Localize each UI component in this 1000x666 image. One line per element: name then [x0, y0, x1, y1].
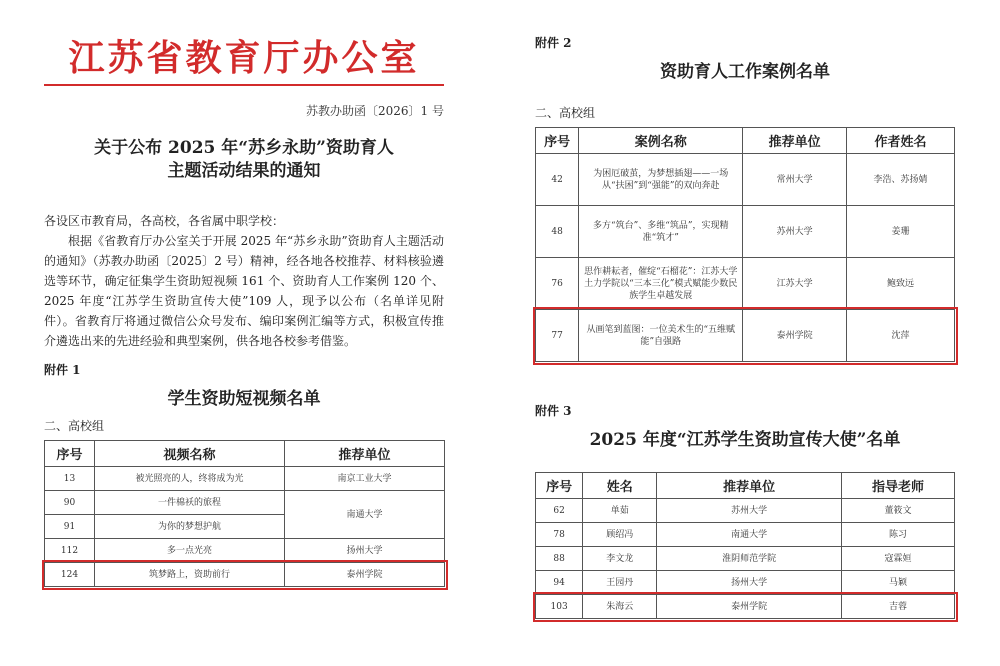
cell-no: 78: [536, 523, 583, 547]
cell-no: 88: [536, 547, 583, 571]
cell-unit: 泰州学院: [657, 595, 842, 619]
notice-title-line2: 主题活动结果的通知: [167, 161, 321, 181]
attachment1-title: 学生资助短视频名单: [167, 389, 321, 409]
cell-video-name: 被光照亮的人，终将成为光: [95, 467, 285, 491]
table-row: [45, 467, 445, 491]
cell-case-name: 为困厄破茧，为梦想插翅——一场从“扶困”到“强能”的双向奔赴: [579, 154, 743, 206]
salutation: 各设区市教育局，各高校，各省属中职学校：: [44, 214, 285, 228]
table-row-highlighted: [536, 595, 955, 619]
cell-unit: 南通大学: [657, 523, 842, 547]
cell-no: 124: [45, 563, 95, 587]
cell-unit: 常州大学: [743, 154, 847, 206]
table-row: [536, 154, 955, 206]
notice-page: [44, 20, 444, 587]
col-header-no: 序号: [45, 441, 95, 467]
cell-author: 姜珊: [846, 206, 954, 258]
cell-no: 62: [536, 499, 583, 523]
cell-unit: 江苏大学: [743, 258, 847, 310]
cell-teacher: 吉蓉: [842, 595, 955, 619]
cell-teacher: 马颖: [842, 571, 955, 595]
cell-unit: 南京工业大学: [285, 467, 445, 491]
cell-no: 90: [45, 491, 95, 515]
video-table: [44, 440, 445, 587]
table-header-row: [45, 441, 445, 467]
table-header-row: [536, 128, 955, 154]
attachment1-label: 附件 1: [44, 363, 81, 377]
cell-no: 103: [536, 595, 583, 619]
col-header-unit: 推荐单位: [743, 128, 847, 154]
cell-video-name: 筑梦路上，资助前行: [95, 563, 285, 587]
cell-no: 94: [536, 571, 583, 595]
notice-title: [44, 137, 444, 183]
table-row: [45, 539, 445, 563]
attachment3-label: 附件 3: [535, 404, 572, 418]
cell-video-name: 一件棉袄的旅程: [95, 491, 285, 515]
cell-teacher: 陈习: [842, 523, 955, 547]
cell-no: 91: [45, 515, 95, 539]
table-header-row: [536, 473, 955, 499]
cell-name: 顾绍冯: [583, 523, 657, 547]
cell-unit: 扬州大学: [657, 571, 842, 595]
col-header-unit: 推荐单位: [285, 441, 445, 467]
attachment1-group: 二、高校组: [44, 419, 105, 433]
cell-unit: 苏州大学: [743, 206, 847, 258]
cell-name: 朱海云: [583, 595, 657, 619]
masthead: 江苏省教育厅办公室: [68, 37, 420, 79]
attachments-page: [535, 20, 955, 619]
cell-case-name: 思作耕耘者，催绽“石榴花”：江苏大学土力学院以“三本三化”模式赋能少数民族学生卓越发展: [579, 258, 743, 310]
table-row-highlighted: [536, 310, 955, 362]
cell-no: 48: [536, 206, 579, 258]
col-header-name: 姓名: [583, 473, 657, 499]
cell-unit: 苏州大学: [657, 499, 842, 523]
cell-video-name: 多一点光亮: [95, 539, 285, 563]
cell-name: 单茹: [583, 499, 657, 523]
cell-unit: 南通大学: [285, 491, 445, 539]
col-header-case-name: 案例名称: [579, 128, 743, 154]
cell-no: 76: [536, 258, 579, 310]
ambassador-table: [535, 472, 955, 619]
cell-unit: 泰州学院: [285, 563, 445, 587]
notice-body: 根据《省教育厅办公室关于开展 2025 年“苏乡永助”资助育人主题活动的通知》（苏教办助函〔2025〕2 号）精神，经各地各校推荐、材料核验遴选等环节，确定征集学生资助短视频 161 个、资助育人工作案例 120 个、2025 年度“江苏学生资助宣传大使”109 人，现予以公布（名单详见附件）。省教育厅将通过微信公众号发布、编印案例汇编等方式，积极宣传推介遴选出来的先进经验和典型案例，供各地各校参考借鉴。: [44, 234, 444, 348]
table-row: [536, 499, 955, 523]
table-row-highlighted: [45, 563, 445, 587]
cell-teacher: 寇霖姮: [842, 547, 955, 571]
attachment2-group: 二、高校组: [535, 106, 596, 120]
red-rule: [44, 84, 444, 86]
cell-unit: 淮阴师范学院: [657, 547, 842, 571]
attachment2-title: 资助育人工作案例名单: [660, 62, 830, 82]
cell-no: 13: [45, 467, 95, 491]
cell-unit: 扬州大学: [285, 539, 445, 563]
cell-case-name: 多方“筑台”、多维“筑品”，实现精准“筑才”: [579, 206, 743, 258]
doc-number: 苏教办助函〔2026〕1 号: [306, 104, 444, 118]
cell-name: 王园丹: [583, 571, 657, 595]
cell-author: 李浩、苏扬婧: [846, 154, 954, 206]
col-header-no: 序号: [536, 128, 579, 154]
cell-author: 鲍致远: [846, 258, 954, 310]
cell-unit: 泰州学院: [743, 310, 847, 362]
col-header-teacher: 指导老师: [842, 473, 955, 499]
table-row: [536, 206, 955, 258]
cell-case-name: 从画笔到蓝图：一位美术生的“五维赋能”自强路: [579, 310, 743, 362]
col-header-author: 作者姓名: [846, 128, 954, 154]
cell-teacher: 董筱文: [842, 499, 955, 523]
attachment3-title: 2025 年度“江苏学生资助宣传大使”名单: [589, 430, 901, 450]
table-row: [536, 571, 955, 595]
col-header-no: 序号: [536, 473, 583, 499]
col-header-unit: 推荐单位: [657, 473, 842, 499]
cell-author: 沈萍: [846, 310, 954, 362]
cell-no: 112: [45, 539, 95, 563]
cell-name: 李文龙: [583, 547, 657, 571]
attachment2-label: 附件 2: [535, 36, 572, 50]
table-row: [536, 523, 955, 547]
table-row: [536, 547, 955, 571]
cell-no: 77: [536, 310, 579, 362]
cell-no: 42: [536, 154, 579, 206]
table-row: [536, 258, 955, 310]
notice-title-line1: 关于公布 2025 年“苏乡永助”资助育人: [94, 138, 394, 158]
cell-video-name: 为你的梦想护航: [95, 515, 285, 539]
table-row: [45, 491, 445, 515]
case-table: [535, 127, 955, 362]
col-header-video-name: 视频名称: [95, 441, 285, 467]
